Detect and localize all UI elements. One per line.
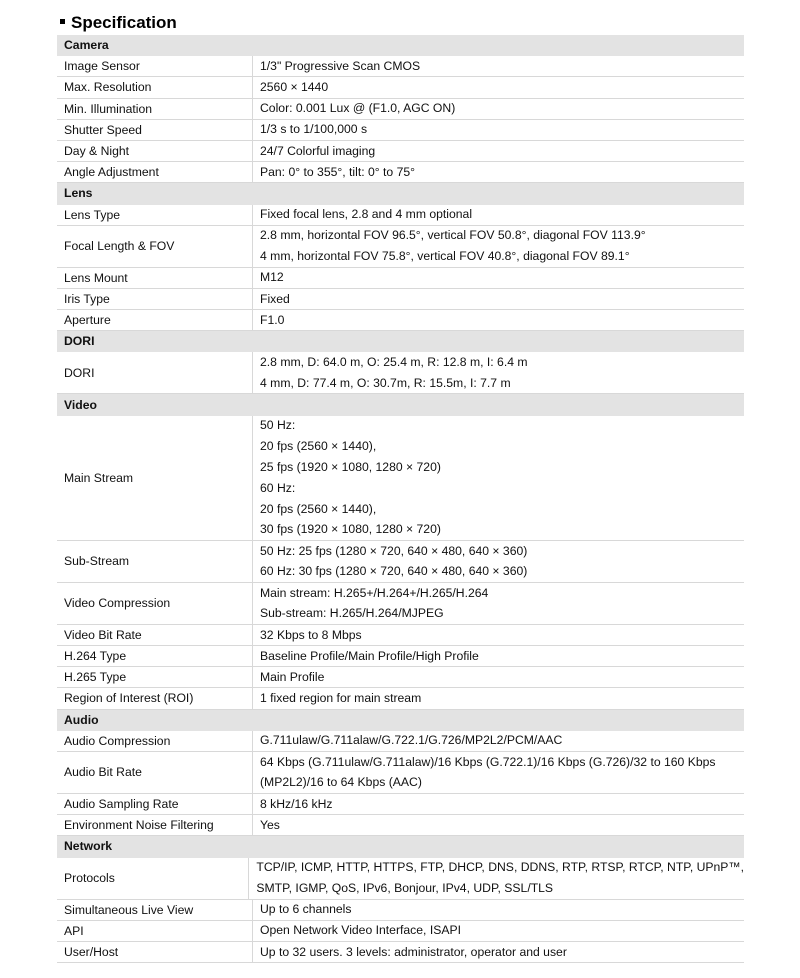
spec-row xyxy=(57,541,744,583)
spec-label: Shutter Speed xyxy=(57,120,253,140)
spec-value-line: 25 fps (1920 × 1080, 1280 × 720) xyxy=(260,459,441,474)
spec-value xyxy=(253,289,744,309)
spec-value-line: 50 Hz: 25 fps (1280 × 720, 640 × 480, 640 × 360) xyxy=(260,543,528,558)
spec-value-line: 2.8 mm, horizontal FOV 96.5°, vertical FOV 50.8°, diagonal FOV 113.9° xyxy=(260,228,646,243)
spec-value-line: 1/3 s to 1/100,000 s xyxy=(260,122,368,137)
spec-label: API xyxy=(57,921,253,941)
spec-value xyxy=(253,688,744,708)
spec-label: Max. Resolution xyxy=(57,77,253,97)
spec-row xyxy=(57,858,744,900)
spec-value xyxy=(253,120,744,140)
spec-value-line: 60 Hz: xyxy=(260,480,296,495)
spec-value xyxy=(253,99,744,119)
spec-label: Min. Illumination xyxy=(57,99,253,119)
spec-label: Environment Noise Filtering xyxy=(57,815,253,835)
section-title: Camera xyxy=(64,38,109,53)
spec-value-line: G.711ulaw/G.711alaw/G.722.1/G.726/MP2L2/PCM/AAC xyxy=(260,733,563,748)
spec-value xyxy=(253,352,744,393)
spec-row xyxy=(57,99,744,120)
spec-row xyxy=(57,120,744,141)
spec-value-line: 4 mm, horizontal FOV 75.8°, vertical FOV 40.8°, diagonal FOV 89.1° xyxy=(260,249,630,264)
spec-value-line: Main Profile xyxy=(260,669,325,684)
spec-value-line: Open Network Video Interface, ISAPI xyxy=(260,923,461,938)
spec-value-line: Fixed xyxy=(260,291,290,306)
section-header xyxy=(57,394,744,415)
spec-value-line: 4 mm, D: 77.4 m, O: 30.7m, R: 15.5m, I: 7.7 m xyxy=(260,375,511,390)
section-header xyxy=(57,331,744,352)
spec-value-line: F1.0 xyxy=(260,312,285,327)
spec-value xyxy=(253,205,744,225)
spec-value xyxy=(253,541,744,582)
spec-row xyxy=(57,688,744,709)
spec-label: Audio Compression xyxy=(57,731,253,751)
spec-label: Video Compression xyxy=(57,583,253,624)
spec-row xyxy=(57,162,744,183)
spec-label: Focal Length & FOV xyxy=(57,226,253,267)
spec-value-line: Yes xyxy=(260,817,280,832)
spec-value xyxy=(253,583,744,624)
spec-row xyxy=(57,205,744,226)
spec-value-line: 1/3" Progressive Scan CMOS xyxy=(260,58,421,73)
spec-value-line: TCP/IP, ICMP, HTTP, HTTPS, FTP, DHCP, DNS, DDNS, RTP, RTSP, RTCP, NTP, UPnP™, xyxy=(256,860,744,875)
spec-value xyxy=(253,141,744,161)
spec-value-line: 50 Hz: xyxy=(260,418,296,433)
spec-row xyxy=(57,815,744,836)
spec-row xyxy=(57,352,744,394)
spec-label: Angle Adjustment xyxy=(57,162,253,182)
spec-value-line: Pan: 0° to 355°, tilt: 0° to 75° xyxy=(260,164,416,179)
spec-value-line: 1 fixed region for main stream xyxy=(260,691,422,706)
spec-value-line: 2.8 mm, D: 64.0 m, O: 25.4 m, R: 12.8 m, I: 6.4 m xyxy=(260,355,528,370)
spec-label: Audio Bit Rate xyxy=(57,752,253,793)
spec-label: DORI xyxy=(57,352,253,393)
page-title-text: Specification xyxy=(71,13,177,32)
spec-value xyxy=(253,56,744,76)
section-title: Lens xyxy=(64,186,93,201)
spec-row xyxy=(57,416,744,541)
spec-value-line: Main stream: H.265+/H.264+/H.265/H.264 xyxy=(260,585,489,600)
spec-label: H.264 Type xyxy=(57,646,253,666)
spec-row xyxy=(57,646,744,667)
spec-value xyxy=(253,162,744,182)
spec-value xyxy=(253,667,744,687)
section-header xyxy=(57,710,744,731)
spec-value xyxy=(253,900,744,920)
spec-value-line: Color: 0.001 Lux @ (F1.0, AGC ON) xyxy=(260,101,456,116)
spec-value xyxy=(253,794,744,814)
spec-label: Main Stream xyxy=(57,416,253,540)
spec-value xyxy=(253,731,744,751)
spec-value-line: 20 fps (2560 × 1440), xyxy=(260,501,377,516)
spec-value xyxy=(253,416,744,540)
section-header xyxy=(57,836,744,857)
spec-row xyxy=(57,667,744,688)
spec-label: Sub-Stream xyxy=(57,541,253,582)
spec-value xyxy=(253,310,744,330)
spec-value-line: Baseline Profile/Main Profile/High Profile xyxy=(260,648,479,663)
spec-row xyxy=(57,310,744,331)
spec-row xyxy=(57,900,744,921)
spec-label: Iris Type xyxy=(57,289,253,309)
spec-label: Image Sensor xyxy=(57,56,253,76)
spec-value-line: 30 fps (1920 × 1080, 1280 × 720) xyxy=(260,522,441,537)
spec-value xyxy=(253,226,744,267)
spec-value xyxy=(253,646,744,666)
spec-value-line: Up to 6 channels xyxy=(260,902,352,917)
spec-value-line: SMTP, IGMP, QoS, IPv6, Bonjour, IPv4, UDP, SSL/TLS xyxy=(256,881,554,895)
spec-label: H.265 Type xyxy=(57,667,253,687)
spec-value-line: (MP2L2)/16 to 64 Kbps (AAC) xyxy=(260,775,422,790)
spec-label: Simultaneous Live View xyxy=(57,900,253,920)
section-title: Network xyxy=(64,839,113,854)
spec-value-line: 32 Kbps to 8 Mbps xyxy=(260,627,362,642)
spec-row xyxy=(57,77,744,98)
spec-value-line: 24/7 Colorful imaging xyxy=(260,143,376,158)
spec-value-line: 64 Kbps (G.711ulaw/G.711alaw)/16 Kbps (G.722.1)/16 Kbps (G.726)/32 to 160 Kbps xyxy=(260,754,716,769)
bullet-icon xyxy=(60,19,65,24)
section-header xyxy=(57,183,744,204)
spec-label: User/Host xyxy=(57,942,253,962)
section-title: Video xyxy=(64,397,97,412)
spec-value xyxy=(253,815,744,835)
spec-value-line: M12 xyxy=(260,270,284,285)
spec-row xyxy=(57,731,744,752)
spec-value-line: Up to 32 users. 3 levels: administrator, operator and user xyxy=(260,944,567,959)
spec-value xyxy=(253,752,744,793)
spec-value xyxy=(253,921,744,941)
spec-row xyxy=(57,794,744,815)
section-title: Audio xyxy=(64,712,99,727)
spec-row xyxy=(57,268,744,289)
spec-label: Audio Sampling Rate xyxy=(57,794,253,814)
spec-label: Day & Night xyxy=(57,141,253,161)
spec-label: Lens Mount xyxy=(57,268,253,288)
spec-value xyxy=(253,942,744,962)
spec-value xyxy=(253,268,744,288)
spec-value-line: 8 kHz/16 kHz xyxy=(260,796,333,811)
spec-value xyxy=(253,625,744,645)
spec-row xyxy=(57,226,744,268)
spec-label: Lens Type xyxy=(57,205,253,225)
spec-row xyxy=(57,583,744,625)
spec-row xyxy=(57,625,744,646)
spec-row xyxy=(57,141,744,162)
spec-label: Video Bit Rate xyxy=(57,625,253,645)
specification-table xyxy=(57,35,744,963)
spec-value xyxy=(253,77,744,97)
spec-row xyxy=(57,921,744,942)
spec-value-line: Sub-stream: H.265/H.264/MJPEG xyxy=(260,606,444,621)
spec-value-line: Fixed focal lens, 2.8 and 4 mm optional xyxy=(260,207,473,222)
spec-label: Region of Interest (ROI) xyxy=(57,688,253,708)
section-title: DORI xyxy=(64,334,95,349)
spec-value-line: 60 Hz: 30 fps (1280 × 720, 640 × 480, 640 × 360) xyxy=(260,564,528,579)
spec-value-line: 20 fps (2560 × 1440), xyxy=(260,439,377,454)
spec-row xyxy=(57,752,744,794)
spec-label: Aperture xyxy=(57,310,253,330)
section-header xyxy=(57,35,744,56)
spec-row xyxy=(57,56,744,77)
spec-row xyxy=(57,942,744,963)
spec-value-line: 2560 × 1440 xyxy=(260,80,329,95)
spec-value xyxy=(249,858,744,899)
page-title xyxy=(60,11,177,35)
spec-label: Protocols xyxy=(57,858,249,899)
spec-row xyxy=(57,289,744,310)
